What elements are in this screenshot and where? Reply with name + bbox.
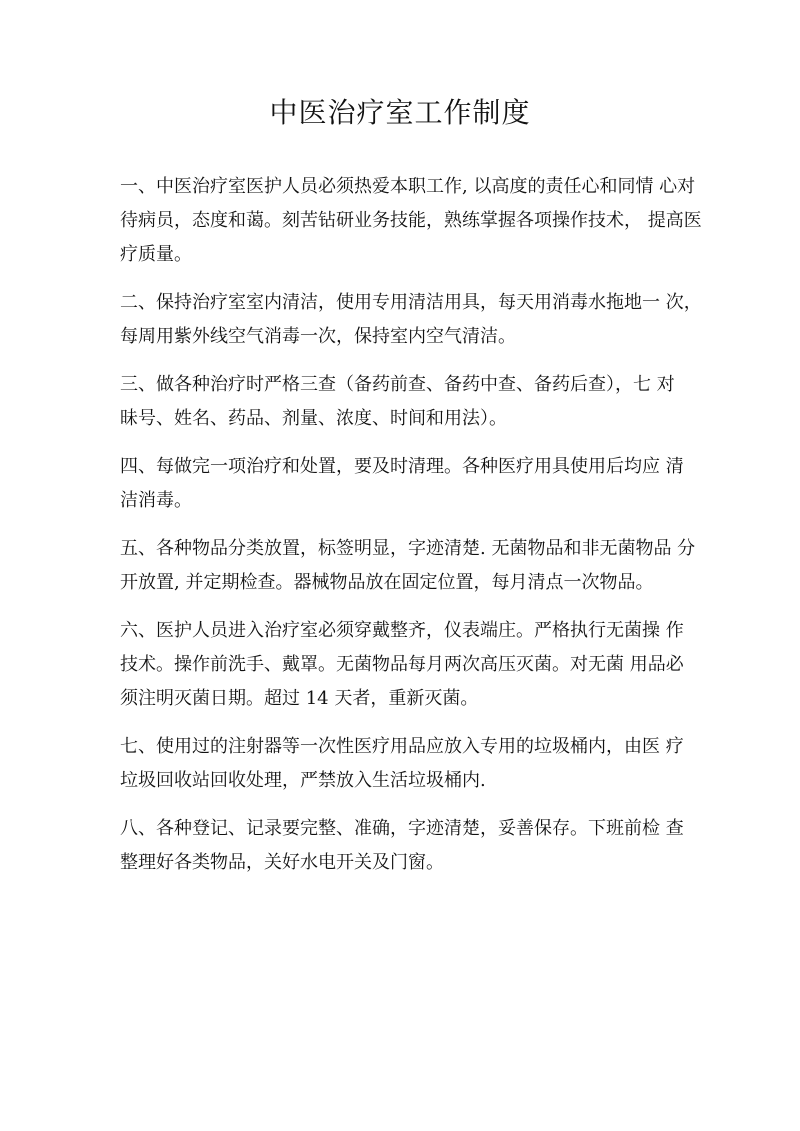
paragraph-line: 四、每做完一项治疗和处置，要及时清理。各种医疗用具使用后均应 清 — [120, 456, 684, 477]
paragraph-line: 待病员，态度和蔼。刻苦钻研业务技能，熟练掌握各项操作技术， 提高医 — [120, 210, 702, 231]
paragraph-line: 技术。操作前洗手、戴罩。无菌物品每月两次高压灭菌。对无菌 用品必 — [120, 654, 684, 675]
paragraph-line: 一、中医治疗室医护人员必须热爱本职工作, 以高度的责任心和同情 心对 — [120, 176, 696, 197]
paragraph-line: 洁消毒。 — [120, 490, 192, 511]
paragraph-line: 须注明灭菌日期。超过 14 天者，重新灭菌。 — [120, 688, 479, 709]
paragraph-line: 三、做各种治疗时严格三查（备药前查、备药中查、备药后查），七 对 — [120, 374, 675, 395]
paragraph-3 — [120, 368, 692, 436]
paragraph-line: 整理好各类物品，关好水电开关及门窗。 — [120, 852, 444, 873]
paragraph-line: 五、各种物品分类放置，标签明显，字迹清楚. 无菌物品和非无菌物品 分 — [120, 538, 696, 559]
paragraph-line: 疗质量。 — [120, 244, 192, 265]
paragraph-2 — [120, 286, 702, 354]
document-title: 中医治疗室工作制度 — [269, 96, 531, 129]
paragraph-line: 二、保持治疗室室内清洁，使用专用清洁用具，每天用消毒水拖地一 次， — [120, 292, 702, 313]
paragraph-line: 七、使用过的注射器等一次性医疗用品应放入专用的垃圾桶内，由医 疗 — [120, 736, 684, 757]
paragraph-line: 昧号、姓名、药品、剂量、浓度、时间和用法）。 — [120, 408, 507, 429]
paragraph-line: 开放置, 并定期检查。器械物品放在固定位置，每月清点一次物品。 — [120, 572, 654, 593]
paragraph-1 — [120, 170, 702, 272]
paragraph-line: 六、医护人员进入治疗室必须穿戴整齐，仪表端庄。严格执行无菌操 作 — [120, 620, 684, 641]
document-body — [120, 170, 702, 894]
paragraph-line: 每周用紫外线空气消毒一次，保持室内空气清洁。 — [120, 326, 516, 347]
paragraph-line: 八、各种登记、记录要完整、准确，字迹清楚，妥善保存。下班前检 查 — [120, 818, 684, 839]
paragraph-5 — [120, 532, 696, 600]
paragraph-7 — [120, 730, 692, 798]
paragraph-8 — [120, 812, 692, 880]
paragraph-6 — [120, 614, 692, 716]
paragraph-4 — [120, 450, 692, 518]
paragraph-line: 垃圾回收站回收处理，严禁放入生活垃圾桶内. — [120, 770, 486, 791]
